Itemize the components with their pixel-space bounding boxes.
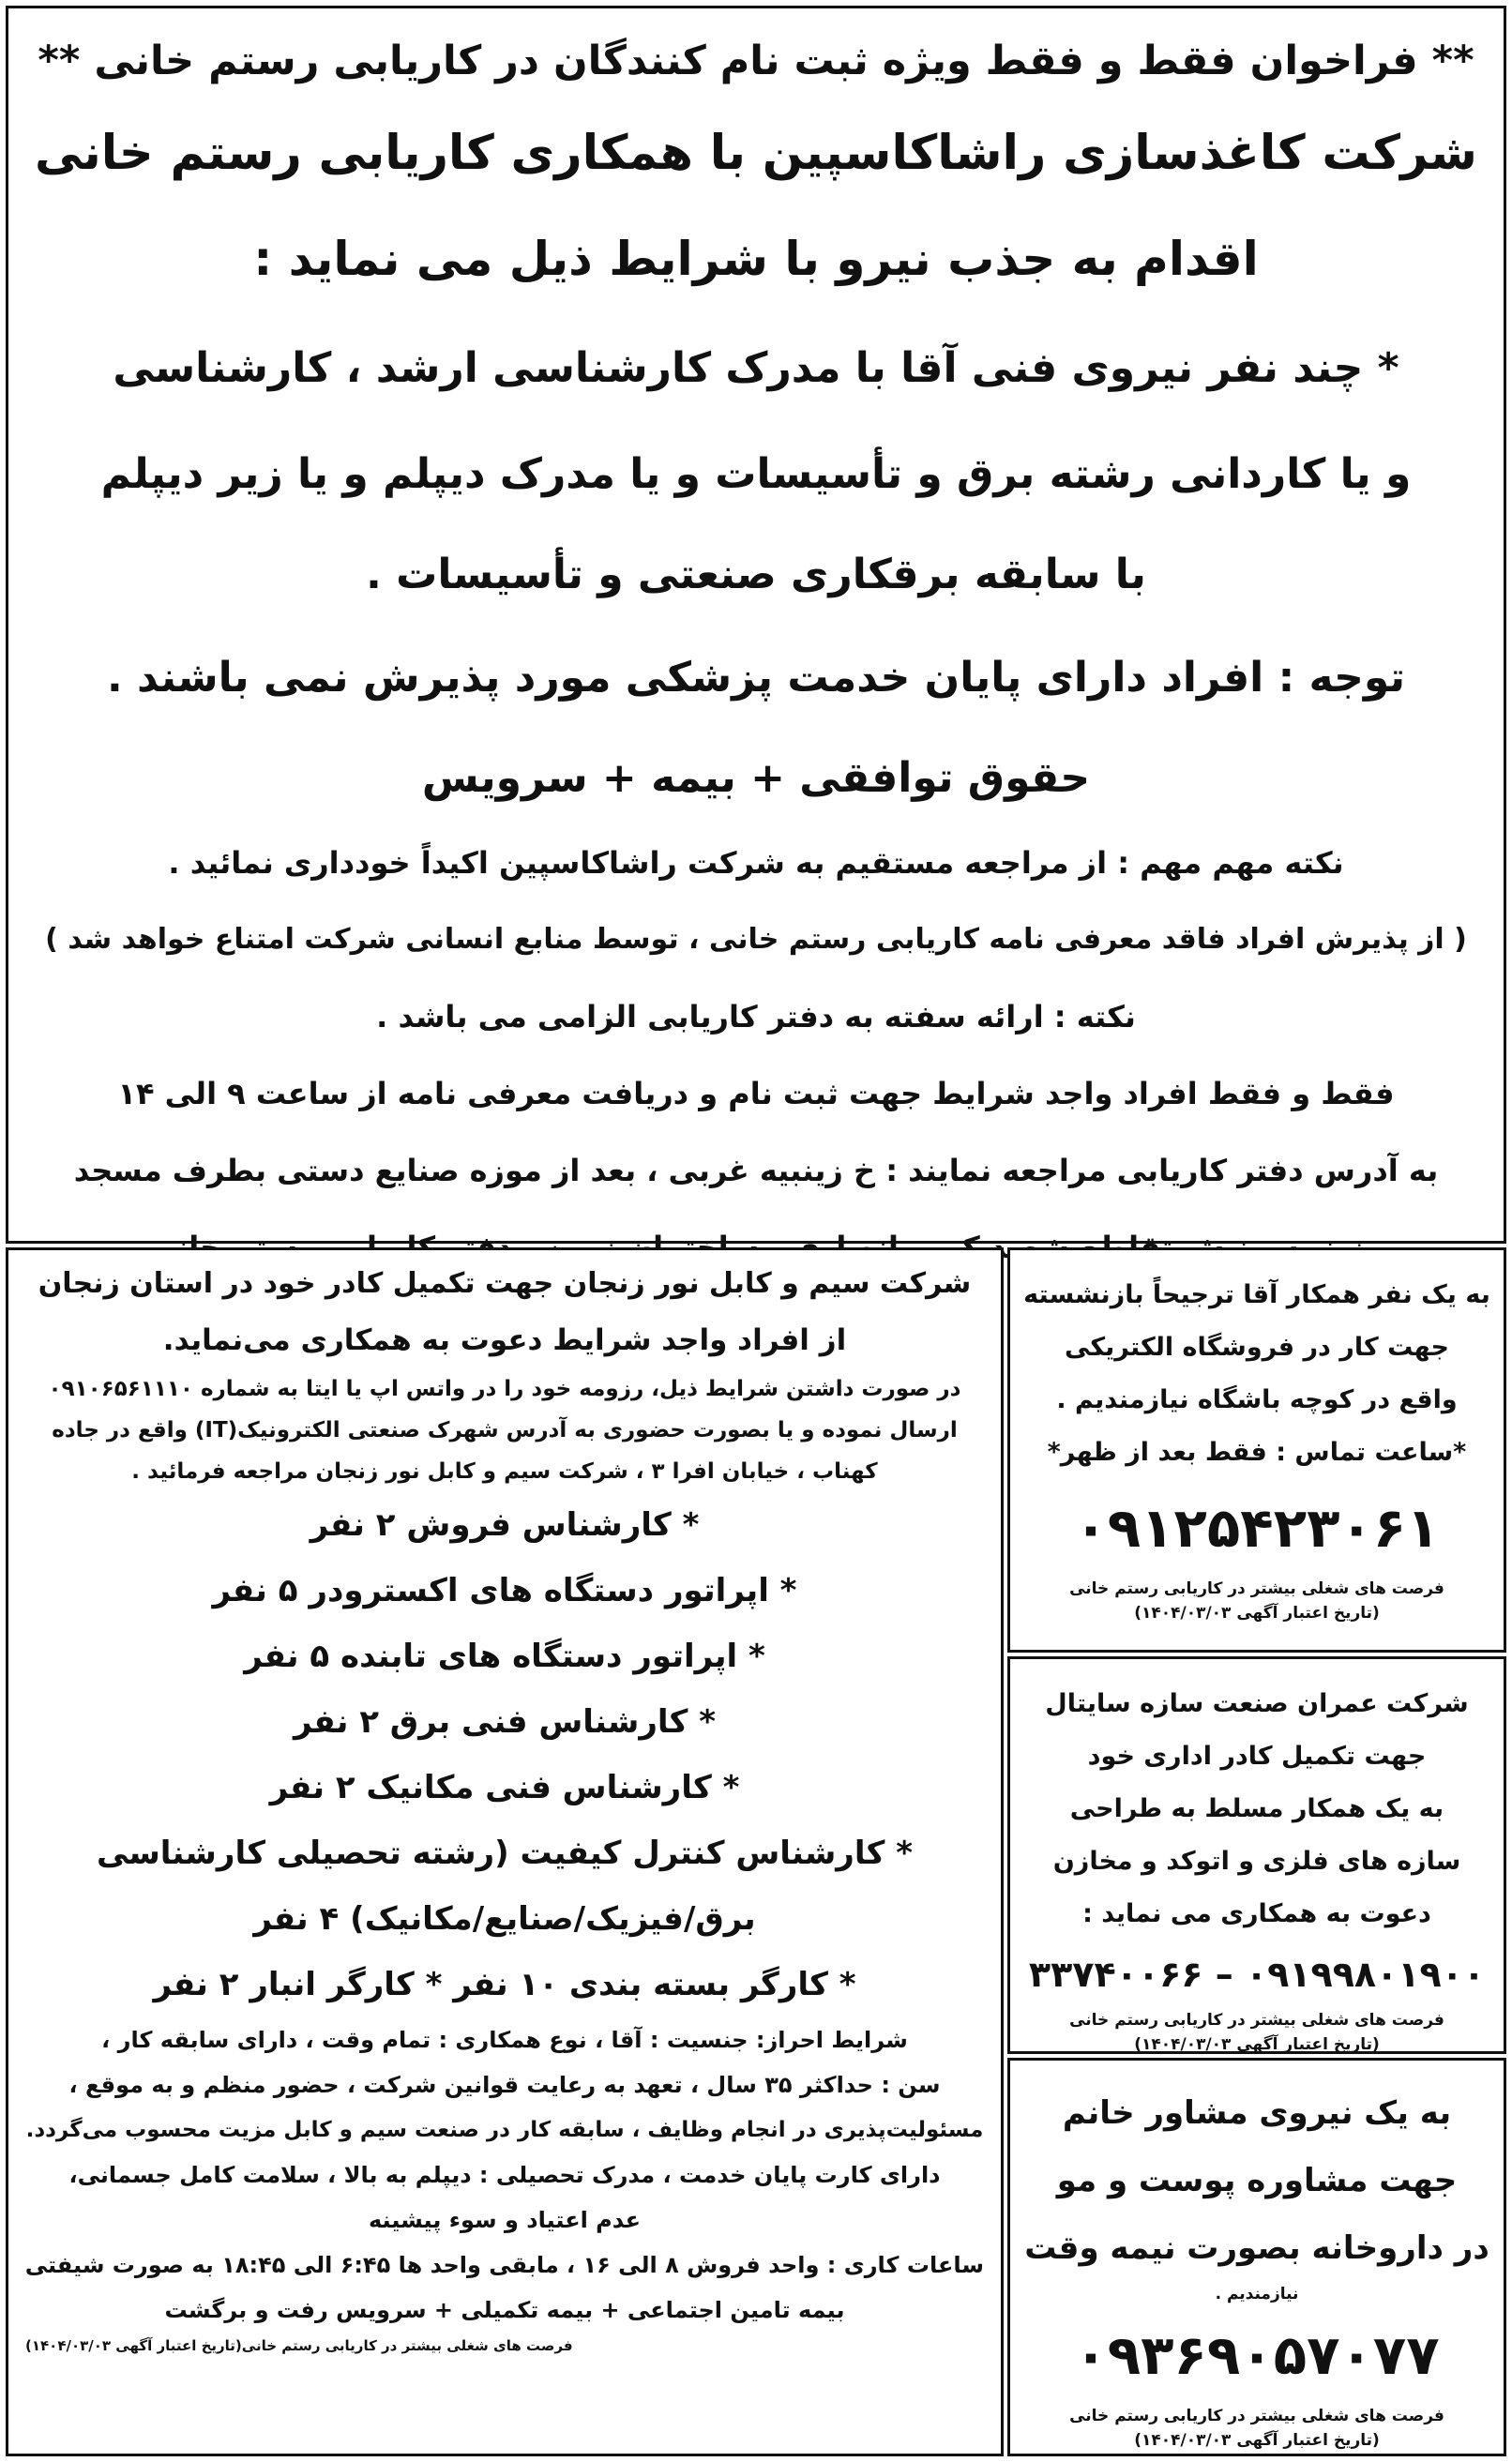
cable-ad-header-2: از افراد واجد شرایط دعوت به همکاری می‌نماید.: [162, 1323, 847, 1357]
cable-ad-position-1: * کارشناس فروش ۲ نفر: [310, 1506, 700, 1544]
cable-ad-box: [6, 1247, 1004, 2456]
cable-ad-requirement-1: شرایط احراز: جنسیت : آقا ، نوع همکاری : تمام وقت ، دارای سابقه کار ،: [101, 2027, 908, 2053]
electric-ad-phone: ۰۹۱۲۵۴۲۳۰۶۱: [1074, 1496, 1440, 1560]
main-ad-attention: توجه : افراد دارای پایان خدمت پزشکی مورد پذیرش نمی باشند .: [106, 654, 1405, 702]
main-ad-note-3: نکته : ارائه سفته به دفتر کاریابی الزامی می باشد .: [376, 999, 1136, 1035]
cable-ad-intro-3: کهناب ، خیابان افرا ۳ ، شرکت سیم و کابل نور زنجان مراجعه فرمائید .: [131, 1459, 878, 1484]
cable-ad-intro-1: در صورت داشتن شرایط ذیل، رزومه خود را در واتس اپ یا ایتا به شماره ۰۹۱۰۶۵۶۱۱۱۰: [48, 1377, 961, 1401]
electric-ad-contact-hours: *ساعت تماس : فقط بعد از ظهر*: [1047, 1438, 1467, 1467]
main-ad-box: [6, 6, 1506, 1244]
cable-ad-position-8: * کارگر بسته بندی ۱۰ نفر * کارگر انبار ۲ نفر: [153, 1966, 856, 2003]
consultant-ad-footer-1: فرصت های شغلی بیشتر در کاریابی رستم خانی: [1069, 2407, 1444, 2425]
main-ad-note-1: نکته مهم مهم : از مراجعه مستقیم به شرکت راشاکاسپین اکیداً خودداری نمائید .: [168, 845, 1344, 881]
electric-ad-line-2: جهت کار در فروشگاه الکتریکی: [1065, 1333, 1449, 1362]
main-ad-requirement-3: با سابقه برقکاری صنعتی و تأسیسات .: [366, 551, 1146, 598]
saytal-ad-footer-1: فرصت های شغلی بیشتر در کاریابی رستم خانی: [1069, 2011, 1444, 2030]
cable-ad-header-1: شرکت سیم و کابل نور زنجان جهت تکمیل کادر خود در استان زنجان: [38, 1267, 972, 1300]
cable-ad-position-4: * کارشناس فنی برق ۲ نفر: [293, 1703, 717, 1741]
cable-ad-position-7: برق/فیزیک/صنایع/مکانیک) ۴ نفر: [253, 1900, 756, 1938]
cable-ad-footer: فرصت های شغلی بیشتر در کاریابی رستم خانی(تاریخ اعتبار آگهی ۱۴۰۴/۰۳/۰۳): [25, 2337, 573, 2354]
consultant-ad-line-1: به یک نیروی مشاور خانم: [1062, 2094, 1452, 2132]
main-ad-address-1: به آدرس دفتر کاریابی مراجعه نمایند : خ زینبیه غربی ، بعد از موزه صنایع دستی بطرف مسجد: [73, 1153, 1439, 1188]
main-ad-benefits: حقوق توافقی + بیمه + سرویس: [421, 754, 1091, 802]
electric-ad-footer-2: (تاریخ اعتبار آگهی ۱۴۰۴/۰۳/۰۳): [1134, 1604, 1380, 1623]
main-ad-note-2: ( از پذیرش افراد فاقد معرفی نامه کاریابی رستم خانی ، توسط منابع انسانی شرکت امتناع خواهد شد ): [45, 923, 1467, 956]
main-ad-requirement-2: و یا کاردانی رشته برق و تأسیسات و یا مدرک دیپلم و یا زیر دیپلم: [100, 450, 1412, 498]
main-ad-hours: فقط و فقط افراد واجد شرایط جهت ثبت نام و دریافت معرفی نامه از ساعت ۹ الی ۱۴: [117, 1076, 1395, 1111]
saytal-ad-footer-2: (تاریخ اعتبار آگهی ۱۴۰۴/۰۳/۰۳): [1134, 2035, 1380, 2054]
cable-ad-position-3: * اپراتور دستگاه های تابنده ۵ نفر: [244, 1638, 765, 1675]
cable-ad-intro-2: ارسال نموده و یا بصورت حضوری به آدرس شهرک صنعتی الکترونیک(IT) واقع در جاده: [52, 1418, 958, 1442]
main-ad-action: اقدام به جذب نیرو با شرایط ذیل می نماید :: [253, 232, 1259, 286]
electric-ad-footer-1: فرصت های شغلی بیشتر در کاریابی رستم خانی: [1069, 1579, 1444, 1598]
consultant-ad-footer-2: (تاریخ اعتبار آگهی ۱۴۰۴/۰۳/۰۳): [1134, 2431, 1380, 2450]
cable-ad-requirement-5: عدم اعتیاد و سوء پیشینه: [368, 2207, 642, 2233]
saytal-ad-phone: ۰۹۱۹۹۸۰۱۹۰۰ – ۳۳۷۴۰۰۶۶: [1028, 1954, 1486, 1995]
consultant-ad-line-2: جهت مشاوره پوست و مو: [1056, 2162, 1458, 2199]
consultant-ad-needed: نیازمندیم .: [1215, 2285, 1299, 2303]
saytal-ad-line-2: جهت تکمیل کادر اداری خود: [1087, 1742, 1427, 1771]
consultant-ad-phone: ۰۹۳۶۹۰۵۷۰۷۷: [1074, 2323, 1440, 2387]
cable-ad-requirement-4: دارای کارت پایان خدمت ، مدرک تحصیلی : دیپلم به بالا ، سلامت کامل جسمانی،: [68, 2162, 941, 2188]
cable-ad-benefits: بیمه تامین اجتماعی + بیمه تکمیلی + سرویس رفت و برگشت: [164, 2297, 845, 2323]
cable-ad-requirement-2: سن : حداکثر ۳۵ سال ، تعهد به رعایت قوانین شرکت ، حضور منظم و به موقع ،: [68, 2072, 941, 2098]
main-ad-company: شرکت کاغذسازی راشاکاسپین با همکاری کاریابی رستم خانی: [35, 126, 1477, 181]
saytal-ad-line-3: به یک همکار مسلط به طراحی: [1069, 1794, 1444, 1823]
main-ad-headline: ** فراخوان فقط و فقط ویژه ثبت نام کنندگان در کاریابی رستم خانی **: [38, 38, 1474, 84]
cable-ad-position-2: * اپراتور دستگاه های اکسترودر ۵ نفر: [212, 1572, 797, 1609]
saytal-ad-line-1: شرکت عمران صنعت سازه سایتال: [1045, 1689, 1469, 1718]
saytal-ad-line-5: دعوت به همکاری می نماید :: [1082, 1899, 1431, 1928]
saytal-ad-box: [1007, 1656, 1506, 2054]
consultant-ad-box: [1007, 2058, 1506, 2456]
saytal-ad-line-4: سازه های فلزی و اتوکد و مخازن: [1052, 1847, 1461, 1876]
main-ad-requirement-1: * چند نفر نیروی فنی آقا با مدرک کارشناسی ارشد ، کارشناسی: [113, 344, 1399, 392]
electric-shop-ad-box: [1007, 1247, 1506, 1653]
consultant-ad-line-3: در داروخانه بصورت نیمه وقت: [1024, 2229, 1489, 2267]
cable-ad-requirement-3: مسئولیت‌پذیری در انجام وظایف ، سابقه کار در صنعت سیم و کابل مزیت محسوب می‌گردد.: [25, 2118, 984, 2142]
cable-ad-work-hours: ساعات کاری : واحد فروش ۸ الی ۱۶ ، مابقی واحد ها ۶:۴۵ الی ۱۸:۴۵ به صورت شیفتی: [24, 2252, 984, 2278]
cable-ad-position-5: * کارشناس فنی مکانیک ۲ نفر: [269, 1769, 740, 1806]
cable-ad-position-6: * کارشناس کنترل کیفیت (رشته تحصیلی کارشناسی: [96, 1835, 914, 1872]
electric-ad-line-1: به یک نفر همکار آقا ترجیحاً بازنشسته: [1023, 1280, 1490, 1309]
electric-ad-line-3: واقع در کوچه باشگاه نیازمندیم .: [1056, 1385, 1458, 1414]
